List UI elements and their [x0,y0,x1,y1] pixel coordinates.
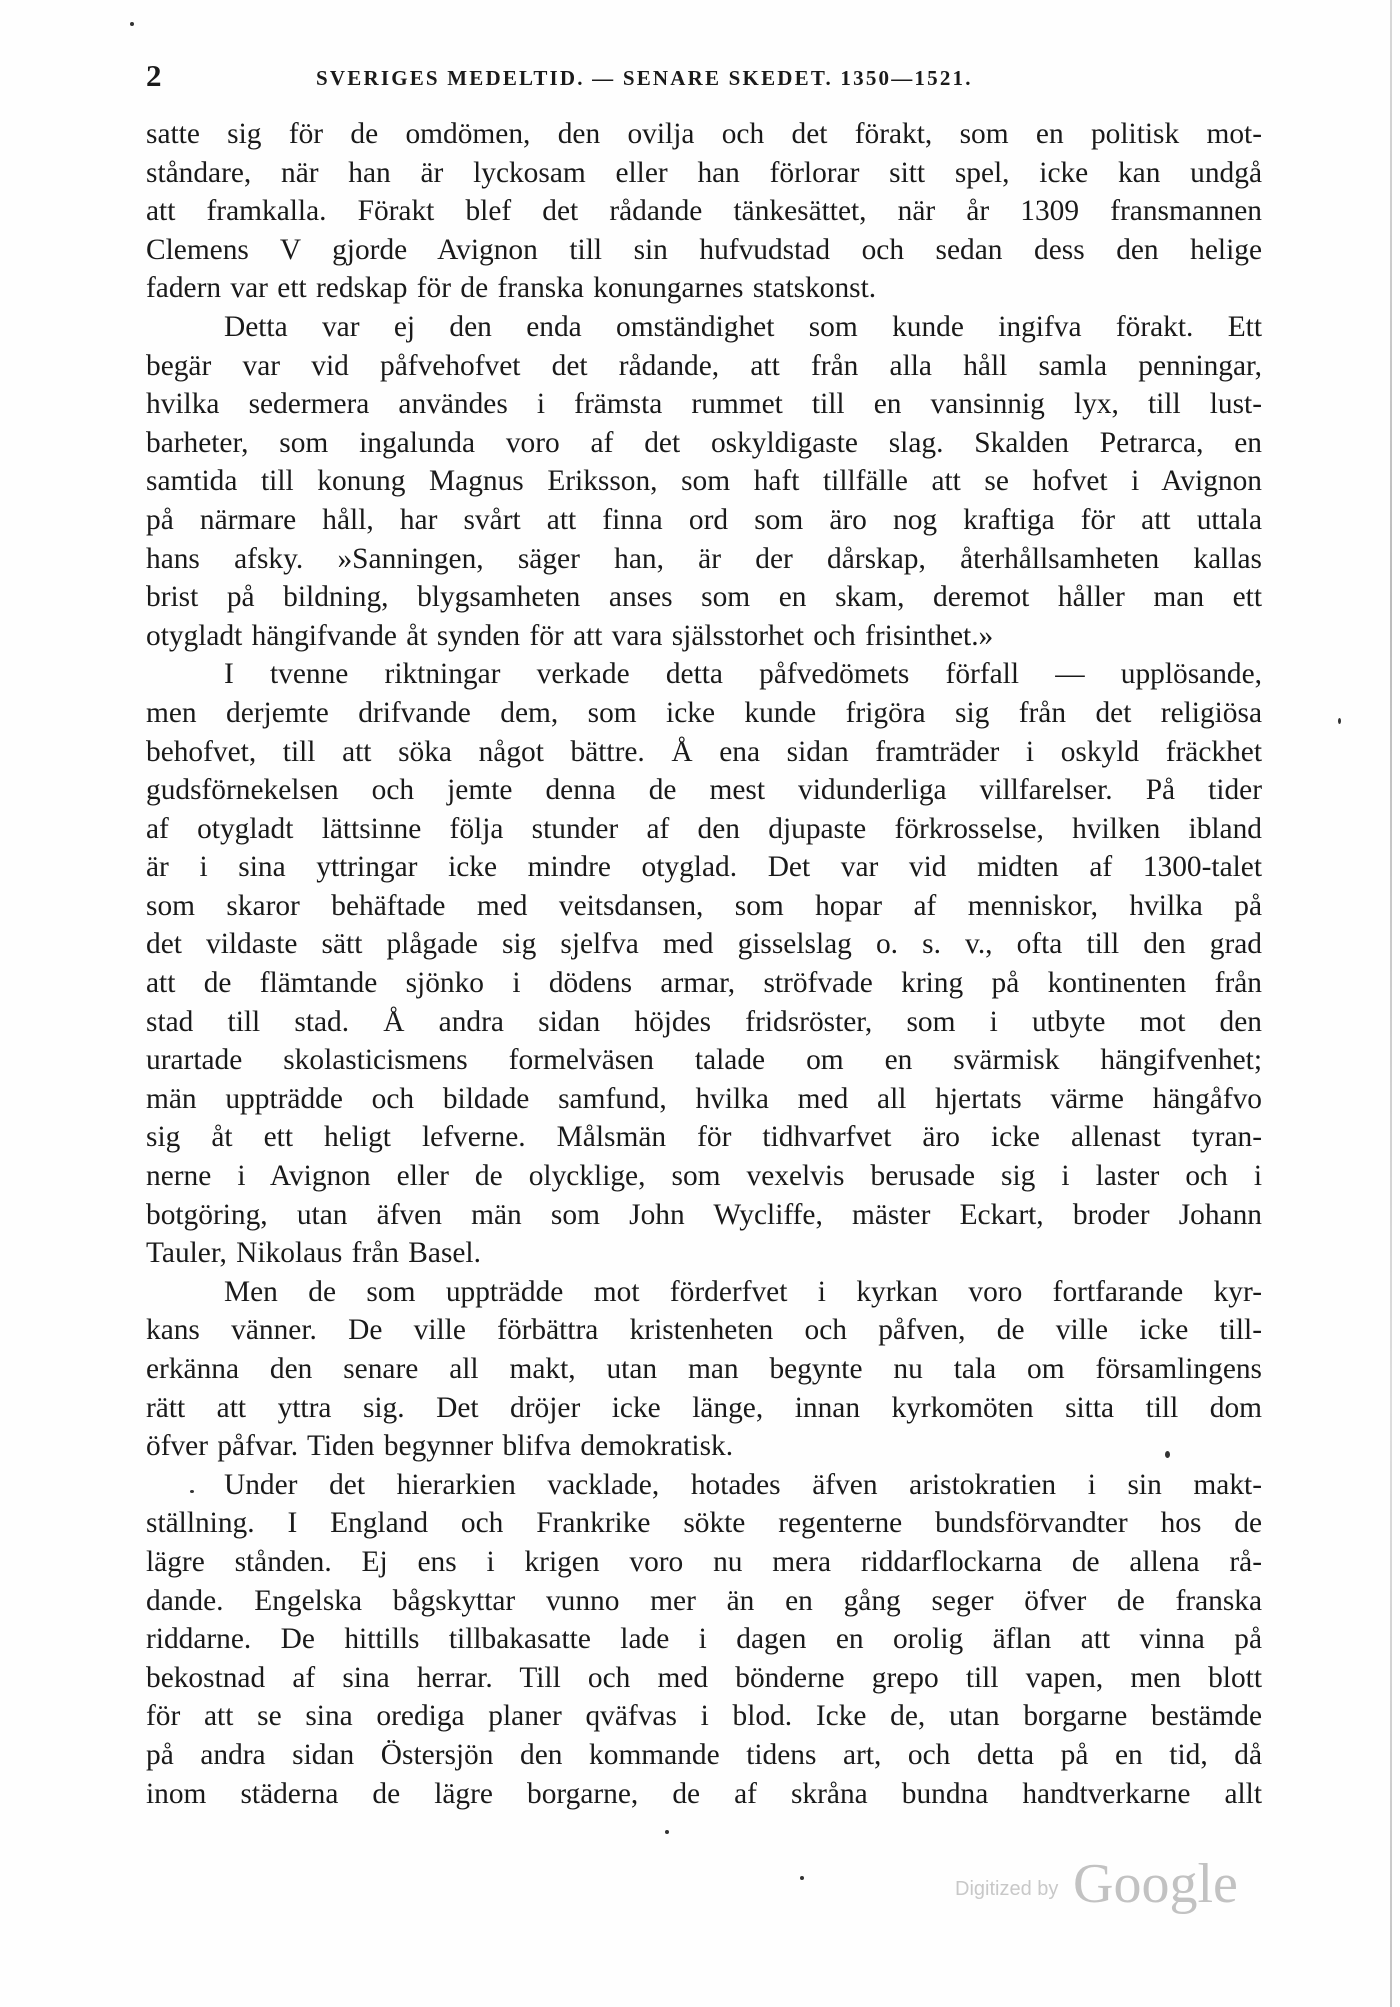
digitized-watermark [955,1852,1255,1922]
text-line: kans vänner. De ville förbättra kristenheten och påfven, de ville icke till- [146,1314,1262,1347]
text-line: stad till stad. Å andra sidan höjdes fridsröster, som i utbyte mot den [146,1005,1262,1038]
paragraph [146,115,1262,308]
text-line: I tvenne riktningar verkade detta påfvedömets förfall — upplösande, [224,658,1262,691]
text-line: är i sina yttringar icke mindre otyglad. Det var vid midten af 1300-talet [146,851,1262,884]
text-line: fadern var ett redskap för de franska konungarnes statskonst. [146,272,877,305]
text-line: Tauler, Nikolaus från Basel. [146,1237,481,1270]
text-line: bekostnad af sina herrar. Till och med bönderne grepo till vapen, men blott [146,1661,1262,1694]
text-line: inom städerna de lägre borgarne, de af skråna bundna handtverkarne allt [146,1777,1262,1810]
watermark-caption: Digitized by [955,1878,1059,1900]
page-number: 2 [146,58,163,93]
text-line: ställning. I England och Frankrike sökte regenterne bundsförvandter hos de [146,1507,1262,1540]
scan-speck [130,22,134,26]
page-edge-line [1390,0,1392,2007]
text-line: hans afsky. »Sanningen, säger han, är der dårskap, återhållsamheten kallas [146,542,1262,575]
scan-speck [800,1876,804,1880]
text-line: män uppträdde och bildade samfund, hvilka med all hjertats värme hängåfvo [146,1082,1262,1115]
text-line: det vildaste sätt plågade sig sjelfva med gisselslag o. s. v., ofta till den grad [146,928,1262,961]
paragraph [146,655,1262,1273]
text-line: urartade skolasticismens formelväsen talade om en svärmisk hängifvenhet; [146,1044,1262,1077]
text-line: satte sig för de omdömen, den ovilja och det förakt, som en politisk mot- [146,118,1262,150]
text-line: rätt att yttra sig. Det dröjer icke länge, innan kyrkomöten sitta till dom [146,1391,1262,1424]
text-line: men derjemte drifvande dem, som icke kunde frigöra sig från det religiösa [146,696,1262,729]
text-line: brist på bildning, blygsamheten anses som en skam, deremot håller man ett [146,581,1262,614]
text-line: otygladt hängifvande åt synden för att vara själsstorhet och frisinthet.» [146,619,994,652]
paragraph [146,1466,1262,1813]
text-line: af otygladt lättsinne följa stunder af den djupaste förkrosselse, hvilken ibland [146,812,1262,845]
scan-speck [1165,1451,1170,1458]
text-line: på andra sidan Östersjön den kommande tidens art, och detta på en tid, då [146,1738,1262,1771]
paragraph [146,308,1262,655]
text-line: ståndare, när han är lyckosam eller han förlorar sitt spel, icke kan undgå [146,156,1262,189]
text-line: på närmare håll, har svårt att finna ord som äro nog kraftiga för att uttala [146,503,1262,536]
text-line: riddarne. De hittills tillbakasatte lade i dagen en orolig äflan att vinna på [146,1623,1262,1656]
text-line: gudsförnekelsen och jemte denna de mest vidunderliga villfarelser. På tider [146,774,1262,807]
text-line: att de flämtande sjönko i dödens armar, ströfvade kring på kontinenten från [146,967,1262,1000]
scan-speck [665,1830,669,1834]
text-line: dande. Engelska bågskyttar vunno mer än en gång seger öfver de franska [146,1584,1262,1617]
text-line: Clemens V gjorde Avignon till sin hufvudstad och sedan dess den helige [146,233,1262,266]
text-line: botgöring, utan äfven män som John Wycliffe, mäster Eckart, broder Johann [146,1198,1262,1231]
text-line: nerne i Avignon eller de olycklige, som vexelvis berusade sig i laster och i [146,1160,1262,1193]
body-text [146,115,1262,1813]
text-line: sig åt ett heligt lefverne. Målsmän för tidhvarfvet äro icke allenast tyran- [146,1121,1262,1154]
text-line: behofvet, till att söka något bättre. Å ena sidan framträder i oskyld fräckhet [146,735,1262,768]
text-line: samtida till konung Magnus Eriksson, som haft tillfälle att se hofvet i Avignon [146,465,1262,498]
text-line: begär var vid påfvehofvet det rådande, att från alla håll samla penningar, [146,349,1262,382]
paragraph [146,1273,1262,1466]
text-line: Men de som uppträdde mot förderfvet i kyrkan voro fortfarande kyr- [224,1275,1262,1308]
text-line: att framkalla. Förakt blef det rådande tänkesättet, när år 1309 fransmannen [146,195,1262,228]
text-line: som skaror behäftade med veitsdansen, som hopar af menniskor, hvilka på [146,889,1262,922]
text-line: barheter, som ingalunda voro af det oskyldigaste slag. Skalden Petrarca, en [146,426,1262,459]
google-logo: Google [1073,1853,1238,1915]
text-line: för att se sina orediga planer qväfvas i blod. Icke de, utan borgarne bestämde [146,1700,1262,1733]
page-header [146,58,1286,98]
text-line: Detta var ej den enda omständighet som kunde ingifva förakt. Ett [224,310,1262,343]
running-head: SVERIGES MEDELTID. — SENARE SKEDET. 1350—1521. [316,66,973,90]
text-line: öfver påfvar. Tiden begynner blifva demokratisk. [146,1430,734,1463]
text-line: Under det hierarkien vacklade, hotades äfven aristokratien i sin makt- [224,1468,1262,1501]
scan-speck [190,1490,194,1493]
text-line: lägre stånden. Ej ens i krigen voro nu mera riddarflockarna de allena rå- [146,1545,1262,1578]
text-line: hvilka sedermera användes i främsta rummet till en vansinnig lyx, till lust- [146,388,1262,421]
scan-speck [1338,718,1341,724]
text-line: erkänna den senare all makt, utan man begynte nu tala om församlingens [146,1353,1262,1385]
